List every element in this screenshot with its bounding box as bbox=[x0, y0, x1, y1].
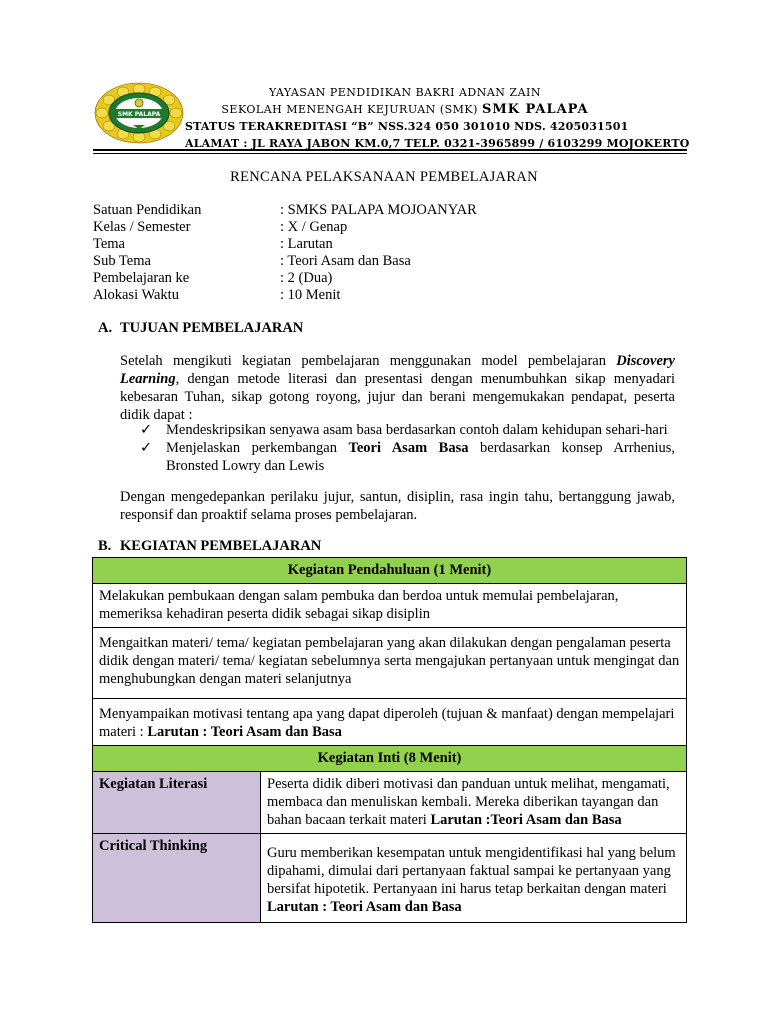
objective-text: Mendeskripsikan senyawa asam basa berdasarkan contoh dalam kehidupan sehari-hari bbox=[166, 422, 668, 438]
document-title: RENCANA PELAKSANAAN PEMBELAJARAN bbox=[230, 169, 538, 185]
table-cell bbox=[93, 699, 687, 746]
table-cell bbox=[261, 772, 687, 834]
address-line: ALAMAT : JL RAYA JABON KM.0,7 TELP. 0321-3965899 / 6103299 MOJOKERTO bbox=[185, 137, 690, 150]
info-label: Alokasi Waktu bbox=[93, 287, 179, 303]
info-value: : 10 Menit bbox=[280, 287, 341, 303]
section-b-heading bbox=[98, 538, 321, 555]
table-cell bbox=[261, 834, 687, 923]
cell-bold-text: Larutan : Teori Asam dan Basa bbox=[267, 899, 462, 915]
intro-text: Setelah mengikuti kegiatan pembelajaran menggunakan model pembelajaran bbox=[120, 353, 606, 369]
critical-thinking-label: Critical Thinking bbox=[93, 834, 261, 923]
info-value: : Larutan bbox=[280, 236, 333, 252]
identity-table bbox=[93, 202, 477, 304]
info-label: Tema bbox=[93, 236, 125, 252]
cell-text: Menyampaikan motivasi tentang apa yang dapat diperoleh (tujuan & manfaat) dengan mempelajari materi : bbox=[99, 706, 675, 740]
table-row bbox=[93, 584, 687, 628]
header-divider bbox=[93, 149, 687, 151]
info-row bbox=[93, 236, 477, 253]
cell-text: Guru memberikan kesempatan untuk mengidentifikasi hal yang belum dipahami, dimulai dari pertanyaan faktual sampai ke pertanyaan yang bersifat hipotetik. Pertanyaan ini harus tetap berkaitan dengan materi bbox=[267, 845, 676, 897]
letterhead bbox=[185, 84, 690, 152]
section-letter: A. bbox=[98, 320, 113, 336]
literasi-label: Kegiatan Literasi bbox=[93, 772, 261, 834]
objective-keyword: Teori Asam Basa bbox=[348, 440, 469, 456]
section-title: KEGIATAN PEMBELAJARAN bbox=[120, 538, 322, 554]
checkmark-icon: ✓ bbox=[140, 440, 153, 456]
inti-header: Kegiatan Inti (8 Menit) bbox=[93, 746, 687, 772]
info-label: Sub Tema bbox=[93, 253, 151, 269]
logo-text: SMK PALAPA bbox=[117, 111, 161, 118]
list-item bbox=[120, 421, 675, 439]
objective-text-post: berdasarkan konsep Arrhenius, Bronsted Lowry dan Lewis bbox=[166, 440, 676, 474]
activity-table bbox=[92, 557, 687, 923]
info-value: : 2 (Dua) bbox=[280, 270, 333, 286]
school-type: SEKOLAH MENENGAH KEJURUAN (SMK) bbox=[221, 103, 478, 116]
objective-list bbox=[120, 421, 675, 475]
info-value: : SMKS PALAPA MOJOANYAR bbox=[280, 202, 477, 218]
section-letter: B. bbox=[98, 538, 112, 554]
foundation-name: YAYASAN PENDIDIKAN BAKRI ADNAN ZAIN bbox=[269, 86, 541, 99]
info-label: Satuan Pendidikan bbox=[93, 202, 202, 218]
list-item bbox=[120, 439, 675, 475]
accreditation-line: STATUS TERAKREDITASI “B” NSS.324 050 301010 NDS. 4205031501 bbox=[185, 120, 629, 133]
objective-closing: Dengan mengedepankan perilaku jujur, santun, disiplin, rasa ingin tahu, bertanggung jawab, responsif dan proaktif selama proses pembelajaran. bbox=[120, 489, 675, 523]
header-divider-thin bbox=[93, 153, 687, 154]
objective-intro bbox=[120, 352, 675, 424]
school-logo bbox=[93, 81, 185, 145]
table-cell: Mengaitkan materi/ tema/ kegiatan pembelajaran yang akan dilakukan dengan pengalaman peserta didik dengan materi/ tema/ kegiatan sebelumnya serta mengajukan pertanyaan untuk mengingat dan menghubungkan dengan materi selanjutnya bbox=[93, 628, 687, 699]
table-cell: Melakukan pembukaan dengan salam pembuka dan berdoa untuk memulai pembelajaran, memeriksa kehadiran peserta didik sebagai sikap disiplin bbox=[93, 584, 687, 628]
objective-text bbox=[166, 439, 675, 475]
table-row bbox=[93, 834, 687, 923]
info-row bbox=[93, 202, 477, 219]
school-name: SMK PALAPA bbox=[481, 102, 589, 117]
info-row bbox=[93, 219, 477, 236]
checkmark-icon: ✓ bbox=[140, 422, 153, 438]
table-row bbox=[93, 772, 687, 834]
intro-text-cont: , dengan metode literasi dan presentasi dengan menumbuhkan sikap menyadari kebesaran Tuhan, sikap gotong royong, jujur dan berani mengemukakan pendapat, peserta didik dapat : bbox=[120, 371, 675, 423]
cell-text: Peserta didik diberi motivasi dan panduan untuk melihat, mengamati, membaca dan menuliskan kembali. Mereka diberikan tayangan dan bahan bacaan terkait materi bbox=[267, 776, 670, 828]
info-label: Kelas / Semester bbox=[93, 219, 191, 235]
table-row bbox=[93, 558, 687, 584]
objective-text-pre: Menjelaskan perkembangan bbox=[166, 440, 337, 456]
table-row bbox=[93, 628, 687, 699]
info-value: : Teori Asam dan Basa bbox=[280, 253, 411, 269]
info-row bbox=[93, 287, 477, 304]
table-row bbox=[93, 746, 687, 772]
info-row bbox=[93, 253, 477, 270]
info-value: : X / Genap bbox=[280, 219, 348, 235]
section-title: TUJUAN PEMBELAJARAN bbox=[120, 320, 304, 336]
section-a-heading bbox=[98, 320, 303, 337]
cell-bold-text: Larutan :Teori Asam dan Basa bbox=[430, 812, 622, 828]
model-name: Discovery Learning bbox=[120, 353, 675, 387]
table-row bbox=[93, 699, 687, 746]
cell-bold-text: Larutan : Teori Asam dan Basa bbox=[147, 724, 342, 740]
pendahuluan-header: Kegiatan Pendahuluan (1 Menit) bbox=[93, 558, 687, 584]
info-label: Pembelajaran ke bbox=[93, 270, 190, 286]
school-name-line bbox=[185, 101, 625, 118]
info-row bbox=[93, 270, 477, 287]
